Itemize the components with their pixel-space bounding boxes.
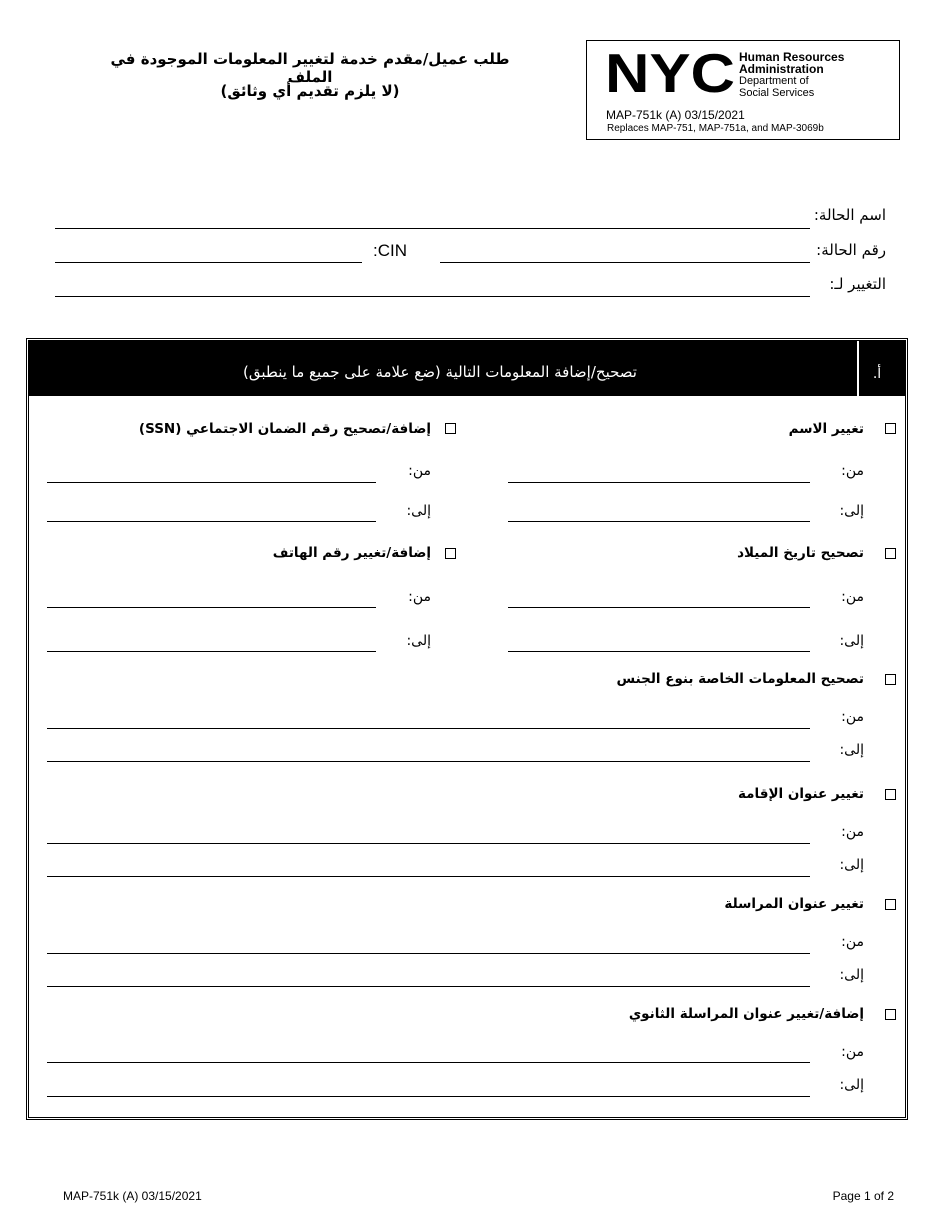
gender-to-label: إلى: [839, 742, 864, 758]
case-name-field[interactable] [55, 228, 810, 229]
change-for-label: التغيير لـ: [829, 275, 886, 293]
mailing-from-label: من: [841, 934, 864, 950]
residence-from-field[interactable] [47, 843, 810, 844]
name-to-label: إلى: [839, 503, 864, 519]
mailing-to-label: إلى: [839, 967, 864, 983]
name-to-field[interactable] [508, 521, 810, 522]
residence-label: تغيير عنوان الإقامة [738, 786, 864, 802]
agency-line-3: Department of [739, 75, 809, 87]
agency-name [739, 51, 844, 99]
phone-label: إضافة/تغيير رقم الهاتف [272, 545, 431, 561]
secondary-mailing-to-label: إلى: [839, 1077, 864, 1093]
ssn-label: إضافة/تصحيح رقم الضمان الاجتماعي (SSN) [138, 421, 431, 437]
section-a-panel [26, 338, 908, 1120]
phone-from-label: من: [408, 589, 431, 605]
case-number-label: رقم الحالة: [816, 241, 886, 259]
logo-text: NYC [605, 50, 735, 95]
nyc-logo [605, 50, 735, 95]
section-a-letter: أ. [872, 366, 882, 382]
gender-label: تصحيح المعلومات الخاصة بنوع الجنس [616, 671, 864, 687]
phone-to-label: إلى: [406, 633, 431, 649]
footer-form-number: MAP-751k (A) 03/15/2021 [63, 1189, 202, 1203]
agency-line-1: Human Resources [739, 50, 845, 64]
dob-from-label: من: [841, 589, 864, 605]
secondary-mailing-checkbox[interactable] [885, 1009, 896, 1020]
change-for-field[interactable] [55, 296, 810, 297]
dob-label: تصحيح تاريخ الميلاد [737, 545, 864, 561]
dob-from-field[interactable] [508, 607, 810, 608]
page-number: Page 1 of 2 [832, 1189, 894, 1203]
mailing-to-field[interactable] [47, 986, 810, 987]
form-subtitle: (لا يلزم تقديم أي وثائق) [220, 82, 400, 100]
name-from-label: من: [841, 463, 864, 479]
ssn-from-label: من: [408, 463, 431, 479]
gender-checkbox[interactable] [885, 674, 896, 685]
secondary-mailing-to-field[interactable] [47, 1096, 810, 1097]
name-from-field[interactable] [508, 482, 810, 483]
agency-line-2: Administration [739, 62, 824, 76]
phone-to-field[interactable] [47, 651, 376, 652]
secondary-mailing-from-field[interactable] [47, 1062, 810, 1063]
dob-to-field[interactable] [508, 651, 810, 652]
mailing-label: تغيير عنوان المراسلة [724, 896, 864, 912]
agency-line-4: Social Services [739, 87, 815, 99]
replaces-note: Replaces MAP-751, MAP-751a, and MAP-3069b [607, 123, 824, 134]
form-number: MAP-751k (A) 03/15/2021 [606, 108, 745, 122]
case-name-label: اسم الحالة: [813, 206, 886, 224]
cin-field[interactable] [55, 262, 362, 263]
ssn-checkbox[interactable] [445, 423, 456, 434]
dob-to-label: إلى: [839, 633, 864, 649]
name-change-checkbox[interactable] [885, 423, 896, 434]
name-change-label: تغيير الاسم [788, 421, 864, 437]
form-title: طلب عميل/مقدم خدمة لتغيير المعلومات الموجودة في الملف [110, 50, 510, 86]
residence-from-label: من: [841, 824, 864, 840]
gender-from-field[interactable] [47, 728, 810, 729]
residence-to-label: إلى: [839, 857, 864, 873]
mailing-from-field[interactable] [47, 953, 810, 954]
gender-to-field[interactable] [47, 761, 810, 762]
residence-checkbox[interactable] [885, 789, 896, 800]
secondary-mailing-from-label: من: [841, 1044, 864, 1060]
gender-from-label: من: [841, 709, 864, 725]
section-a-heading: تصحيح/إضافة المعلومات التالية (ضع علامة على جميع ما ينطبق) [243, 363, 637, 381]
cin-label: :CIN [373, 241, 407, 260]
section-a-divider [857, 341, 859, 396]
ssn-from-field[interactable] [47, 482, 376, 483]
phone-from-field[interactable] [47, 607, 376, 608]
case-number-field[interactable] [440, 262, 810, 263]
phone-checkbox[interactable] [445, 548, 456, 559]
dob-checkbox[interactable] [885, 548, 896, 559]
ssn-to-label: إلى: [406, 503, 431, 519]
ssn-to-field[interactable] [47, 521, 376, 522]
mailing-checkbox[interactable] [885, 899, 896, 910]
secondary-mailing-label: إضافة/تغيير عنوان المراسلة الثانوي [628, 1006, 864, 1022]
residence-to-field[interactable] [47, 876, 810, 877]
